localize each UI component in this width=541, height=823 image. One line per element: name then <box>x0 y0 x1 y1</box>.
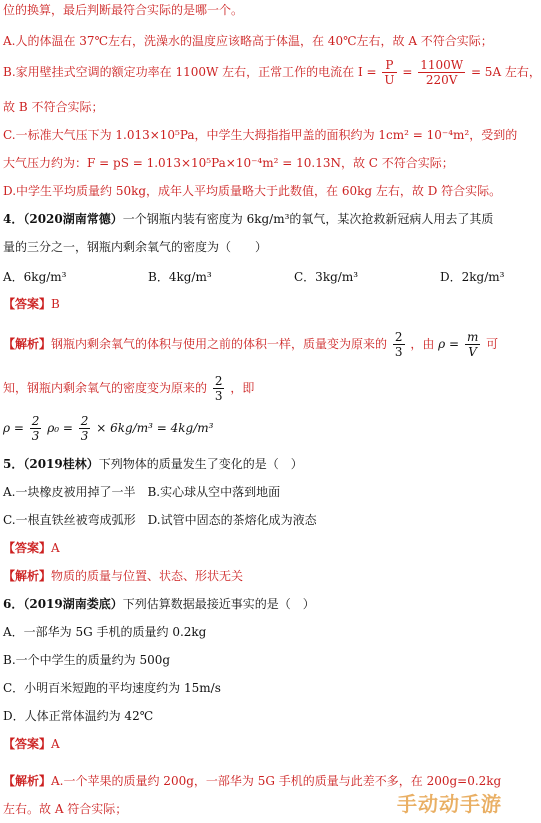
text-segment: ，即 <box>230 381 255 395</box>
options-line: C.一根直铁丝被弯成弧形 D.试管中固态的茶熔化成为液态 <box>3 513 317 527</box>
answer-4 <box>3 296 60 312</box>
text-line: 故 B 不符合实际； <box>3 100 104 114</box>
text-segment: 物质的质量与位置、状态、形状无关 <box>51 569 244 583</box>
option-b-analysis <box>3 58 541 87</box>
equals: = <box>402 65 413 79</box>
text-segment: = 5A 左右， <box>470 65 541 79</box>
question-4 <box>3 211 493 227</box>
option-d: D．2kg/m³ <box>440 270 505 284</box>
question-text: 一个钢瓶内装有密度为 6kg/m³的氧气，某次抢救新冠病人用去了其质 <box>122 212 494 226</box>
text-segment: ，由 <box>410 337 435 351</box>
fraction <box>393 330 405 359</box>
text-segment: A.一个苹果的质量约 200g，一部华为 5G 手机的质量与此差不多，在 200g=0.2kg <box>51 774 502 788</box>
question-source: （2019湖南娄底） <box>23 597 123 611</box>
math-symbol: ρ = <box>3 421 24 435</box>
math-expression: × 6kg/m³ = 4kg/m³ <box>96 421 214 435</box>
numerator: 2 <box>394 330 403 344</box>
explanation-label: 【解析】 <box>3 569 52 583</box>
option-d-analysis: D.中学生平均质量约 50kg，成年人平均质量略大于此数值，在 60kg 左右，故 D 符合实际。 <box>3 184 502 198</box>
text-line: 位的换算，最后判断最符合实际的是哪一个。 <box>3 3 244 17</box>
text-segment: 钢瓶内剩余氧气的体积与使用之前的体积一样，质量变为原来的 <box>51 337 388 351</box>
question-text: 下列估算数据最接近事实的是（ ） <box>122 597 315 611</box>
question-number: 4． <box>3 212 24 226</box>
fraction <box>418 58 465 87</box>
denominator: 3 <box>80 429 89 443</box>
explanation-label: 【解析】 <box>3 774 52 788</box>
answer-label: 【答案】 <box>3 541 52 555</box>
denominator: 220V <box>425 73 458 87</box>
question-number: 5． <box>3 457 24 471</box>
numerator: P <box>382 58 396 73</box>
denominator: 3 <box>214 389 223 403</box>
question-source: （2019桂林） <box>23 457 99 471</box>
denominator: U <box>384 73 395 87</box>
question-source: （2020湖南常德） <box>23 212 123 226</box>
answer-label: 【答案】 <box>3 297 52 311</box>
option-b: B．4kg/m³ <box>148 270 212 284</box>
option-a: A．6kg/m³ <box>3 270 67 284</box>
question-number: 6． <box>3 597 24 611</box>
numerator: 2 <box>214 374 223 388</box>
fraction <box>465 330 480 359</box>
fraction <box>213 374 225 403</box>
answer-value: B <box>51 297 60 311</box>
text-segment: 知，钢瓶内剩余氧气的密度变为原来的 <box>3 381 208 395</box>
answer-label: 【答案】 <box>3 737 52 751</box>
answer-value: A <box>51 737 60 751</box>
answer-value: A <box>51 541 60 555</box>
denominator: 3 <box>394 345 403 359</box>
text-line: 左右。故 A 符合实际； <box>3 802 128 816</box>
denominator: V <box>468 345 477 359</box>
fraction <box>30 414 42 443</box>
explanation-5 <box>3 568 243 584</box>
text-line: 量的三分之一，钢瓶内剩余氧气的密度为（ ） <box>3 240 268 254</box>
numerator: 1100W <box>420 58 464 72</box>
question-6 <box>3 596 315 612</box>
explanation-6 <box>3 773 501 789</box>
math-symbol: ρ = <box>438 337 460 351</box>
denominator: 3 <box>31 429 40 443</box>
question-text: 下列物体的质量发生了变化的是（ ） <box>98 457 303 471</box>
option-c: C．3kg/m³ <box>294 270 359 284</box>
explanation-label: 【解析】 <box>3 337 52 351</box>
option-a: A．一部华为 5G 手机的质量约 0.2kg <box>3 625 207 639</box>
numerator: 2 <box>31 414 40 428</box>
option-c-analysis: C.一标准大气压下为 1.013×10⁵Pa，中学生大拇指指甲盖的面积约为 1cm² = 10⁻⁴m²，受到的 <box>3 128 518 142</box>
numerator: 2 <box>80 414 89 428</box>
text-line: 大气压力约为：F = pS = 1.013×10⁵Pa×10⁻⁴m² = 10.13N，故 C 不符合实际； <box>3 156 454 170</box>
options-line: A.一块橡皮被用掉了一半 B.实心球从空中落到地面 <box>3 485 281 499</box>
option-a-analysis: A.人的体温在 37℃左右，洗澡水的温度应该略高于体温，在 40℃左右，故 A 不符合实际； <box>3 34 493 48</box>
text-segment: 可 <box>486 337 499 351</box>
option-d: D．人体正常体温约为 42℃ <box>3 709 154 723</box>
math-symbol: ρ₀ = <box>47 421 73 435</box>
numerator: m <box>466 330 479 344</box>
text-line <box>3 374 254 403</box>
equation <box>3 414 213 443</box>
answer-6 <box>3 736 60 752</box>
fraction <box>382 58 396 87</box>
question-5 <box>3 456 303 472</box>
text-segment: B.家用壁挂式空调的额定功率在 1100W 左右，正常工作的电流在 I = <box>3 65 377 79</box>
answer-5 <box>3 540 60 556</box>
option-c: C．小明百米短跑的平均速度约为 15m/s <box>3 681 221 695</box>
watermark-logo: 手动动手游 <box>397 792 502 816</box>
fraction <box>79 414 91 443</box>
option-b: B.一个中学生的质量约为 500g <box>3 653 171 667</box>
explanation-4 <box>3 330 498 359</box>
